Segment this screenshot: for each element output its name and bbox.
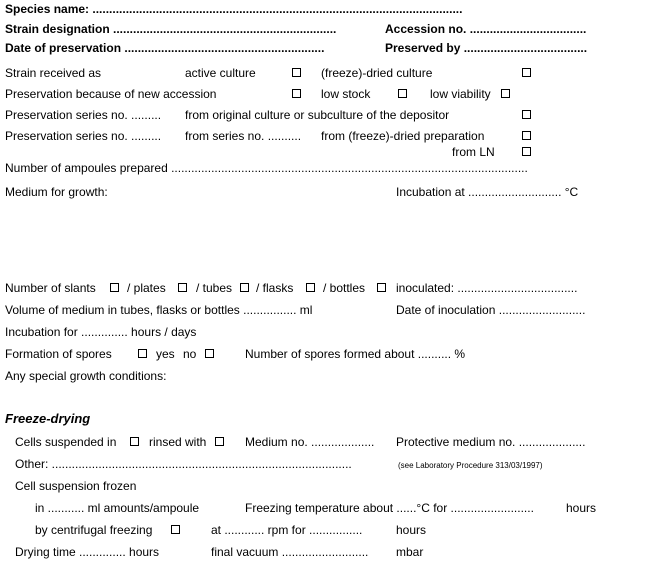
centrifugal-freezing-checkbox[interactable] <box>171 525 180 534</box>
centrifugal-hours-label: hours <box>396 523 427 537</box>
other-field: Other: .......................................................................................... <box>15 457 352 471</box>
flasks-label: / flasks <box>256 281 294 295</box>
strain-received-label: Strain received as <box>5 66 102 80</box>
cell-suspension-frozen-label: Cell suspension frozen <box>15 479 137 493</box>
number-of-slants-label: Number of slants <box>5 281 96 295</box>
freezing-hours-label: hours <box>566 501 597 515</box>
from-dried-preparation-label: from (freeze)-dried preparation <box>321 129 485 143</box>
ml-amounts-field: in ........... ml amounts/ampoule <box>35 501 200 515</box>
from-dried-preparation-checkbox[interactable] <box>522 131 531 140</box>
low-stock-checkbox[interactable] <box>398 89 407 98</box>
medium-no-field: Medium no. ................... <box>245 435 375 449</box>
species-name-field: Species name: ............................................................................................................... <box>5 2 463 16</box>
ampoules-prepared-field: Number of ampoules prepared ........................................................................................................... <box>5 161 528 175</box>
drying-time-field: Drying time .............. hours <box>15 545 160 559</box>
active-culture-label: active culture <box>185 66 256 80</box>
centrifugal-freezing-label: by centrifugal freezing <box>35 523 153 537</box>
final-vacuum-field: final vacuum .......................... <box>211 545 369 559</box>
bottles-checkbox[interactable] <box>377 283 386 292</box>
rinsed-with-checkbox[interactable] <box>215 437 224 446</box>
mbar-label: mbar <box>396 545 424 559</box>
formation-of-spores-label: Formation of spores <box>5 347 112 361</box>
spores-no-label: no <box>183 347 197 361</box>
low-stock-label: low stock <box>321 87 371 101</box>
laboratory-procedure-note: (see Laboratory Procedure 313/03/1997) <box>398 461 543 470</box>
special-growth-conditions-label: Any special growth conditions: <box>5 369 167 383</box>
preservation-series-2-field: Preservation series no. ......... <box>5 129 162 143</box>
new-accession-label: Preservation because of new accession <box>5 87 217 101</box>
protective-medium-no-field: Protective medium no. .................... <box>396 435 586 449</box>
spores-yes-checkbox[interactable] <box>138 349 147 358</box>
tubes-checkbox[interactable] <box>240 283 249 292</box>
strain-designation-field: Strain designation ................................................................... <box>5 22 337 36</box>
from-original-culture-checkbox[interactable] <box>522 110 531 119</box>
from-series-no-field: from series no. .......... <box>185 129 302 143</box>
low-viability-checkbox[interactable] <box>501 89 510 98</box>
volume-of-medium-field: Volume of medium in tubes, flasks or bottles ................ ml <box>5 303 313 317</box>
date-of-preservation-field: Date of preservation ............................................................ <box>5 41 325 55</box>
inoculated-field: inoculated: .................................... <box>396 281 578 295</box>
bottles-label: / bottles <box>323 281 366 295</box>
spores-yes-label: yes <box>156 347 175 361</box>
accession-no-field: Accession no. ................................... <box>385 22 587 36</box>
tubes-label: / tubes <box>196 281 233 295</box>
spores-no-checkbox[interactable] <box>205 349 214 358</box>
incubation-at-field: Incubation at ............................ °C <box>396 185 579 199</box>
slants-checkbox[interactable] <box>110 283 119 292</box>
flasks-checkbox[interactable] <box>306 283 315 292</box>
dried-culture-label: (freeze)-dried culture <box>321 66 433 80</box>
new-accession-checkbox[interactable] <box>292 89 301 98</box>
cells-suspended-checkbox[interactable] <box>130 437 139 446</box>
from-ln-checkbox[interactable] <box>522 147 531 156</box>
medium-for-growth-label: Medium for growth: <box>5 185 108 199</box>
date-of-inoculation-field: Date of inoculation .......................... <box>396 303 586 317</box>
rpm-field: at ............ rpm for ................ <box>211 523 363 537</box>
from-ln-label: from LN <box>452 145 495 159</box>
rinsed-with-label: rinsed with <box>149 435 207 449</box>
preservation-series-1-field: Preservation series no. ......... <box>5 108 162 122</box>
freezing-temperature-field: Freezing temperature about ......°C for ......................... <box>245 501 534 515</box>
freeze-drying-heading: Freeze-drying <box>5 411 91 426</box>
number-of-spores-field: Number of spores formed about .......... % <box>245 347 466 361</box>
dried-culture-checkbox[interactable] <box>522 68 531 77</box>
incubation-for-field: Incubation for .............. hours / days <box>5 325 197 339</box>
plates-checkbox[interactable] <box>178 283 187 292</box>
plates-label: / plates <box>127 281 166 295</box>
preserved-by-field: Preserved by ..................................... <box>385 41 588 55</box>
cells-suspended-label: Cells suspended in <box>15 435 117 449</box>
low-viability-label: low viability <box>430 87 491 101</box>
active-culture-checkbox[interactable] <box>292 68 301 77</box>
from-original-culture-label: from original culture or subculture of the depositor <box>185 108 450 122</box>
